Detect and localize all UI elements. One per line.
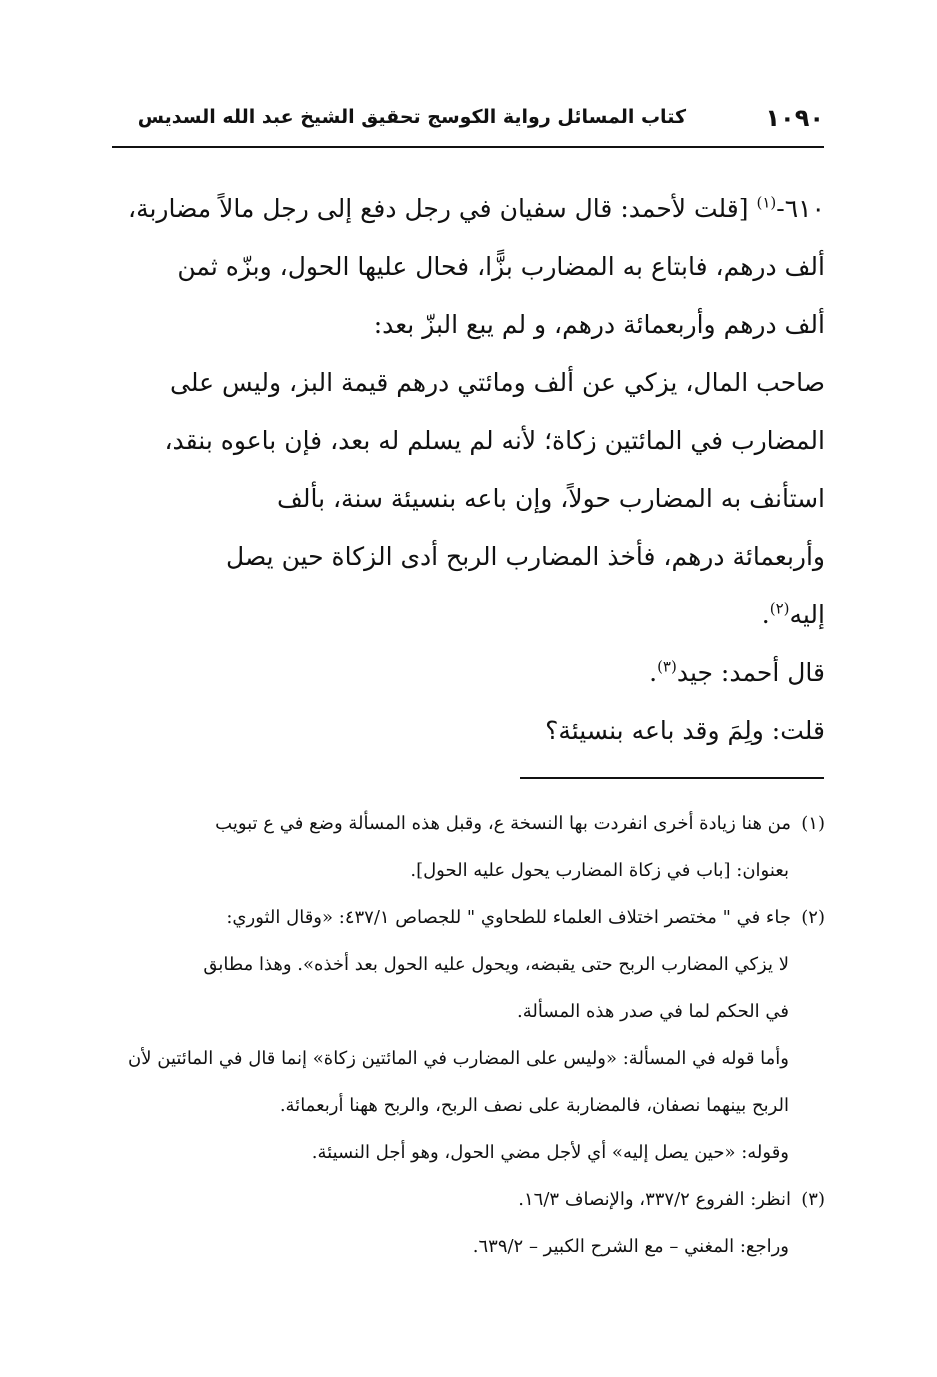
footnote-3-line-2: وراجع: المغني – مع الشرح الكبير – ٦٣٩/٢. (472, 1236, 789, 1257)
book-title: كتاب المسائل رواية الكوسج تحقيق الشيخ عبد الله السديس (137, 106, 686, 128)
footnote-1-line-2: بعنوان: [باب في زكاة المضارب يحول عليه الحول]. (410, 860, 789, 881)
main-text (115, 180, 825, 760)
header-rule (112, 146, 824, 148)
footnote-2 (113, 894, 825, 941)
running-header (110, 102, 824, 142)
text-line-1 (115, 180, 825, 238)
footnote-3-line-1: انظر: الفروع ٣٣٧/٢، والإنصاف ١٦/٣. (518, 1189, 791, 1210)
text-line-8-content: إليه (789, 600, 825, 629)
footnote-2-line-5: الربح بينهما نصفان، فالمضاربة على نصف الربح، والربح ههنا أربعمائة. (279, 1095, 789, 1116)
footnotes (113, 800, 825, 1270)
text-line-3: ألف درهم وأربعمائة درهم، و لم يبع البزّ بعد: (373, 310, 825, 339)
footnote-2-line-1: جاء في " مختصر اختلاف العلماء للطحاوي " للجصاص ٤٣٧/١: «وقال الثوري: (226, 907, 791, 928)
footnote-2-line-2: لا يزكي المضارب الربح حتى يقبضه، ويحول عليه الحول بعد أخذه». وهذا مطابق (203, 954, 789, 975)
text-line-9-content: قال أحمد: جيد (676, 658, 825, 687)
entry-number: ٦١٠- (776, 194, 825, 223)
footnote-2-line-6: وقوله: «حين يصل إليه» أي لأجل مضي الحول، وهو أجل النسيئة. (311, 1142, 789, 1163)
text-line-6: استأنف به المضارب حولاً، وإن باعه بنسيئة سنة، بألف (276, 484, 825, 513)
text-line-5: المضارب في المائتين زكاة؛ لأنه لم يسلم له بعد، فإن باعوه بنقد، (164, 426, 825, 455)
footnote-1 (113, 800, 825, 847)
footnote-2-line-3: في الحكم لما في صدر هذه المسألة. (516, 1001, 789, 1022)
footnotes-separator (520, 777, 824, 779)
page-number: ١٠٩٠ (765, 104, 824, 132)
footnote-3 (113, 1176, 825, 1223)
text-line-2: ألف درهم، فابتاع به المضارب بزًّا، فحال عليها الحول، وبزّه ثمن (177, 252, 825, 281)
footnote-ref-1[interactable]: (١) (756, 193, 777, 212)
text-line-8 (115, 586, 825, 644)
footnote-2-number: (٢) (801, 907, 825, 928)
footnote-3-number: (٣) (801, 1189, 825, 1210)
footnote-ref-2[interactable]: (٢) (769, 599, 790, 618)
footnote-1-line-1: من هنا زيادة أخرى انفردت بها النسخة ع، وقبل هذه المسألة وضع في ع تبويب (215, 813, 791, 834)
text-line-7: وأربعمائة درهم، فأخذ المضارب الربح أدى الزكاة حين يصل (226, 542, 825, 571)
footnote-2-line-4: وأما قوله في المسألة: «وليس على المضارب في المائتين زكاة» إنما قال في المائتين لأن (128, 1048, 789, 1069)
text-line-4: صاحب المال، يزكي عن ألف ومائتي درهم قيمة البز، وليس على (170, 368, 825, 397)
text-line-10: قلت: ولِمَ وقد باعه بنسيئة؟ (545, 716, 825, 745)
text-line-8-end: . (761, 600, 770, 629)
footnote-1-number: (١) (801, 813, 825, 834)
footnote-ref-3[interactable]: (٣) (657, 657, 677, 676)
text-line-9 (115, 644, 825, 702)
text-line-9-end: . (649, 658, 658, 687)
text-line-1-content: [قلت لأحمد: قال سفيان في رجل دفع إلى رجل مالاً مضاربة، (128, 194, 749, 223)
